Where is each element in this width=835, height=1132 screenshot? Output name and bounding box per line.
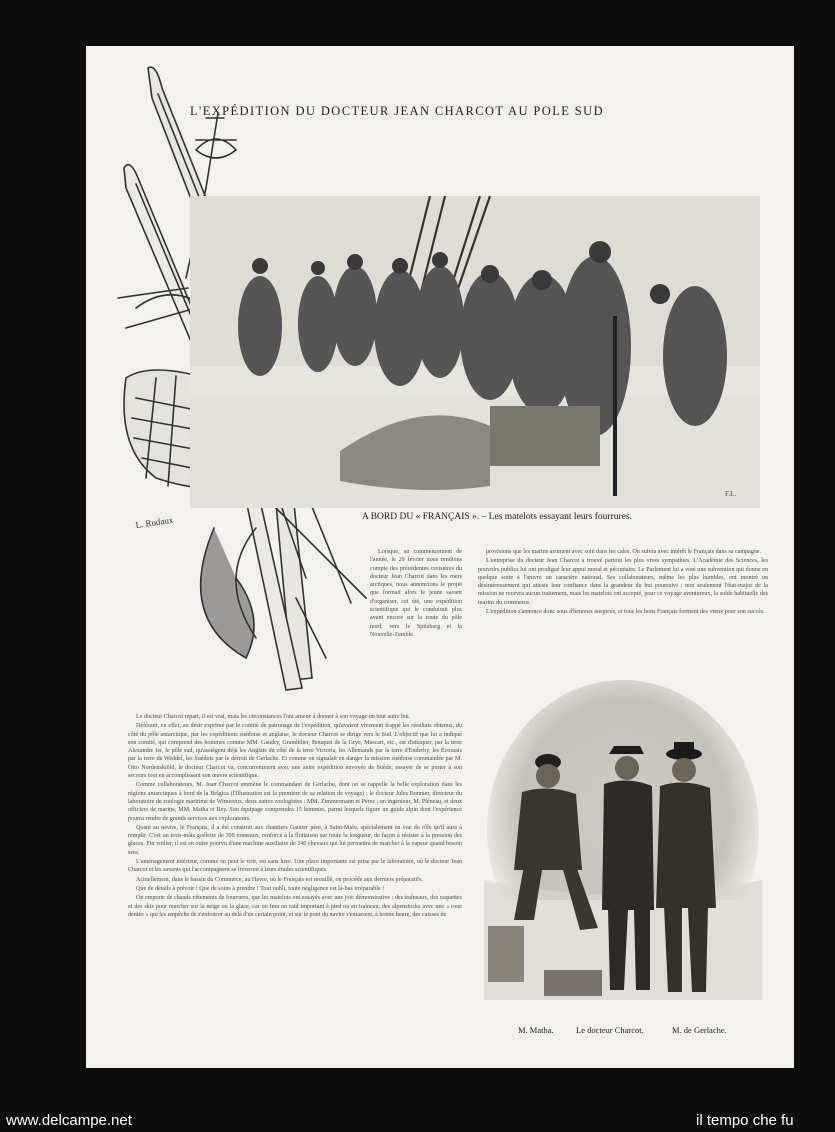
paragraph: Quant au navire, le Français, il a été construit aux chantiers Gautier père, à Saint-Malo, spécialement en vue du rôle qu'il aura à remplir. C'est un trois-mâts goélette de 300 tonneaux, renforcé à la flottaison sur toute la longueur, de façon à résister à la pression des glaces. Fin voilier, il est en outre pourvu d'une machine auxiliaire de 240 chevaux qui lui permettra de marcher à la vapeur quand besoin sera. xyxy=(128,824,462,856)
paragraph: Lorsque, au commencement de l'année, le 29 février nous rendions compte des précédentes croisières du docteur Jean Charcot dans les mers arctiques, nous annoncions le projet que formait alors le jeune savant d'organiser, cet été, une expédition scientifique qui le conduirait plus avant encore sur la route du pôle nord, vers le Spitzberg et la Nouvelle-Zemble. xyxy=(370,549,462,638)
article-column-c xyxy=(478,548,768,668)
paragraph: provisions que les marins arriment avec soin dans les cales. On suivra avec intérêt le Français dans sa campagne. xyxy=(486,549,762,555)
photo-caption-matha: M. Matha. xyxy=(518,1025,554,1035)
engraving-caption: A BORD DU « FRANÇAIS ». – Les matelots essayant leurs fourrures. xyxy=(362,512,632,522)
paragraph: L'aménagement intérieur, comme on peut le voir, est sans luxe. Une place importante est prise par le laboratoire, où le docteur Jean Charcot et les savants qui l'accompagnent se livreront à leurs études scientifiques. xyxy=(128,859,462,874)
paragraph: Déférant, en effet, au désir exprimé par le comité de patronage de l'expédition, qu'avaient vivement frappé les résultats obtenus, du côté du pôle antarctique, par les expéditions suédoise et anglaise, le docteur Charcot se dirige vers le Sud. L'objectif que lui a indiqué son comité, qui comprend des hommes comme MM. Gaudry, Grandidier, Bouquet de la Grye, Mascart, etc., est d'attaquer, par la terre Alexandre Ier, le pôle sud, qu'assiègent déjà les Anglais du côté de la terre Victoria, les Allemands par la terre d'Enderby, les Écossais par la terre de Weddel, les Suédois par le détroit de Gerlache. Et comme on signalait en danger la mission suédoise commandée par M. Otto Nordenskiöld, le docteur Charcot va, concurremment avec une autre expédition envoyée de Suède, essayer de se porter à son secours tout en accomplissant son œuvre scientifique. xyxy=(128,723,462,780)
paragraph: Comme collaborateurs, M. Jean Charcot emmène le commandant de Gerlache, dont on se rappelle la belle exploration dans les régions antarctiques à bord de la Belgica (l'Illustration est la première de sa relation de voyage) ; le docteur Jules Bonnier, directeur du laboratoire de zoologie maritime de Wimereux, deux autres zoologistes : MM. Zimmermann et Pérez ; un ingénieur, M. Pléneau, et deux officiers de marine, MM. Matha et Rey. Son équipage comprendra 15 hommes, parmi lesquels figure un guide alpin dont l'expérience pourra rendre de grands services aux explorateurs. xyxy=(128,782,462,822)
paragraph: L'expédition s'annonce donc sous d'heureux auspices, et tous les bons Français forment des vœux pour son succès. xyxy=(486,609,765,616)
page-title: L'EXPÉDITION DU DOCTEUR JEAN CHARCOT AU POLE SUD xyxy=(190,104,605,118)
paragraph: Le docteur Charcot repart, il est vrai, mais les circonstances l'ont amené à donner à son voyage un tout autre but. xyxy=(136,714,411,720)
paragraph: Que de détails à prévoir ! Que de soins à prendre ! Tout oubli, toute négligence est là-bas irréparable ! xyxy=(136,885,385,892)
skis-signature: L. Rudaux xyxy=(134,514,174,530)
article-column-b xyxy=(128,713,462,1053)
engraving-signature: F.L. xyxy=(725,490,737,498)
photo-caption-charcot: Le docteur Charcot. xyxy=(576,1025,644,1035)
paragraph: Actuellement, dans le bassin du Commerce, au Havre, où le Français est mouillé, on procède aux derniers préparatifs. xyxy=(136,876,423,883)
photo-caption-gerlache: M. de Gerlache. xyxy=(672,1025,727,1035)
article-column-a xyxy=(370,548,462,713)
watermark-seller: il tempo che fu xyxy=(696,1112,794,1129)
paragraph: On emporte de chauds vêtements de fourrures, que les matelots ont essayés avec une joie démonstrative ; des traîneaux, des raquettes et des skis pour marcher sur la neige ou la glace, car on fera un raid important à pied ou en traîneau, des alpenstocks avec une « roue dentée » qui les empêche de s'enfoncer au delà d'un certain point, et sur le pont du navire s'entassent, à bonne heure, des caisses de xyxy=(128,895,462,918)
watermark-delcampe: www.delcampe.net xyxy=(6,1112,132,1129)
engraving-illustration xyxy=(190,196,760,508)
paragraph: L'entreprise du docteur Jean Charcot a trouvé partout les plus vives sympathies. L'Académie des Sciences, les pouvoirs publics lui ont prodigué leur appui moral et pécuniaire. Le Parlement lui a voté une subvention qui donne en quelque sorte à l'œuvre un caractère national. Ses collaborateurs, même les plus humbles, ont montré un désintéressement qui atteste leur confiance dans la grandeur du but poursuivi ; non seulement l'état-major de la mission ne recevra aucun traitement, mais les matelots ont accepté, pour ce voyage aventureux, la solde habituelle des marins du commerce. xyxy=(478,558,768,606)
portrait-photograph xyxy=(484,680,762,1000)
